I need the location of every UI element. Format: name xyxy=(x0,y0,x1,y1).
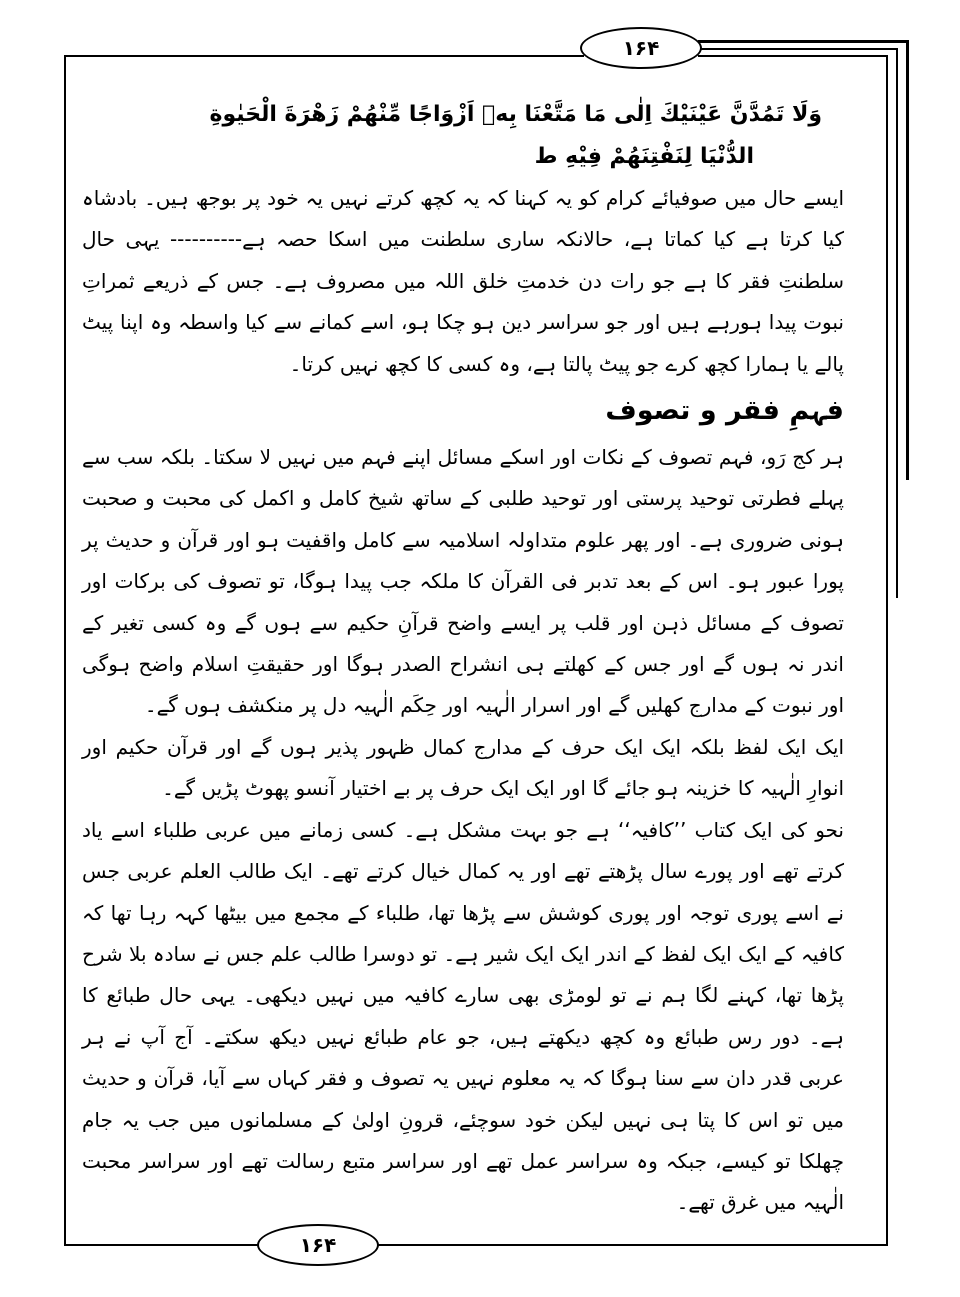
page-number-top: ۱۶۴ xyxy=(580,27,702,69)
quran-verse-line-1: وَلَا تَمُدَّنَّ عَيْنَيْكَ اِلٰى مَا مَتَّعْنَا بِهٖ اَزْوَاجًا مِّنْهُمْ زَهْرَةَ الْحَيٰوةِ xyxy=(209,102,822,127)
frame-bottom-line-1 xyxy=(64,1244,260,1246)
page-content xyxy=(82,94,844,1224)
frame-top-left-line xyxy=(64,55,584,57)
paragraph-2: ہر کج رَو، فہم تصوف کے نکات اور اسکے مسائل اپنے فہم میں نہیں لا سکتا۔ بلکہ سب سے پہلے فطرتی توحید پرستی اور توحید طلبی کے ساتھ شیخ کامل و اکمل کی محبت و صحبت ہونی ضروری ہے۔ اور پھر علوم متداولہ اسلامیہ سے کامل واقفیت ہو اور قرآن و حدیث پر پورا عبور ہو۔ اس کے بعد تدبر فی القرآن کا ملکہ جب پیدا ہوگا، تو تصوف کی برکات اور تصوف کے مسائل ذہن اور قلب پر ایسے واضح قرآنِ حکیم سے ہوں گے وہ کسی تغیر کے اندر نہ ہوں گے اور جس کے کھلتے ہی انشراح الصدر ہوگا اور حقیقتِ اسلام واضح ہوگی اور نبوت کے مدارج کھلیں گے اور اسرار الٰہیہ اور حِکَم الٰہیہ دل پر منکشف ہوں گے۔ xyxy=(82,445,844,718)
frame-top-line-1 xyxy=(698,40,908,43)
page-number-bottom: ۱۶۴ xyxy=(257,1224,379,1266)
frame-right-line-2 xyxy=(896,48,898,598)
frame-top-line-3 xyxy=(698,55,888,57)
paragraph-1: ایسے حال میں صوفیائے کرام کو یہ کہنا کہ یہ کچھ کرتے نہیں یہ خود پر بوجھ ہیں۔ بادشاہ کیا کرتا ہے کیا کماتا ہے، حالانکہ ساری سلطنت میں اسکا حصہ ہے---------- یہی حال سلطنتِ فقر کا ہے جو رات دن خدمتِ خلق اللہ میں مصروف ہے۔ جس کے ذریعے ثمراتِ نبوت پیدا ہورہے ہیں اور جو سراسر دین ہو چکا ہو، اسے کمانے سے کیا واسطہ وہ اپنا پیٹ پالے یا ہمارا کچھ کرے جو پیٹ پالتا ہے، وہ کسی کا کچھ نہیں کرتا۔ xyxy=(82,186,844,376)
frame-right-line-1 xyxy=(906,40,909,480)
paragraph-3: ایک ایک لفظ بلکہ ایک ایک حرف کے مدارج کمال ظہور پذیر ہوں گے اور قرآن حکیم اور انوارِ الٰہیہ کا خزینہ ہو جائے گا اور ایک ایک حرف پر بے اختیار آنسو پھوٹ پڑیں گے۔ xyxy=(82,734,844,801)
quran-verse-line-2: الدُّنْيَا لِنَفْتِنَهُمْ فِيْهِ ط xyxy=(534,144,754,169)
frame-bottom-line-2 xyxy=(376,1244,888,1246)
paragraph-4: نحو کی ایک کتاب ’’کافیہ‘‘ ہے جو بہت مشکل ہے۔ کسی زمانے میں عربی طلباء اسے یاد کرتے تھے اور پورے سال پڑھتے تھے اور یہ کمال خیال کرتے تھے۔ ایک طالب العلم عربی جس نے اسے پوری توجہ اور پوری کوشش سے پڑھا تھا، طلباء کے مجمع میں بیٹھا کہہ رہا تھا کہ کافیہ کے ایک ایک لفظ کے اندر ایک ایک شیر ہے۔ تو دوسرا طالب علم جس نے سادہ بلا شرح پڑھا تھا، کہنے لگا ہم نے تو لومڑی بھی سارے کافیہ میں نہیں دیکھی۔ یہی حال طبائع کا ہے۔ دور رس طبائع وہ کچھ دیکھتے ہیں، جو عام طبائع نہیں دیکھ سکتے۔ آج آپ نے ہر عربی قدر دان سے سنا ہوگا کہ یہ معلوم نہیں یہ تصوف و فقر کہاں سے آیا، قرآن و حدیث میں تو اس کا پتا ہی نہیں لیکن خود سوچئے، قرونِ اولیٰ کے مسلمانوں میں جب یہ جام چھلکا تو کیسے، جبکہ وہ سراسر عمل تھے اور سراسر متبع رسالت تھے اور سراسر محبت الٰہیہ میں غرق تھے۔ xyxy=(81,817,844,1215)
frame-top-line-2 xyxy=(698,48,898,50)
frame-right-line-3 xyxy=(886,55,888,1245)
section-heading: فہمِ فقر و تصوف xyxy=(605,395,844,427)
frame-left-line xyxy=(64,55,66,1245)
